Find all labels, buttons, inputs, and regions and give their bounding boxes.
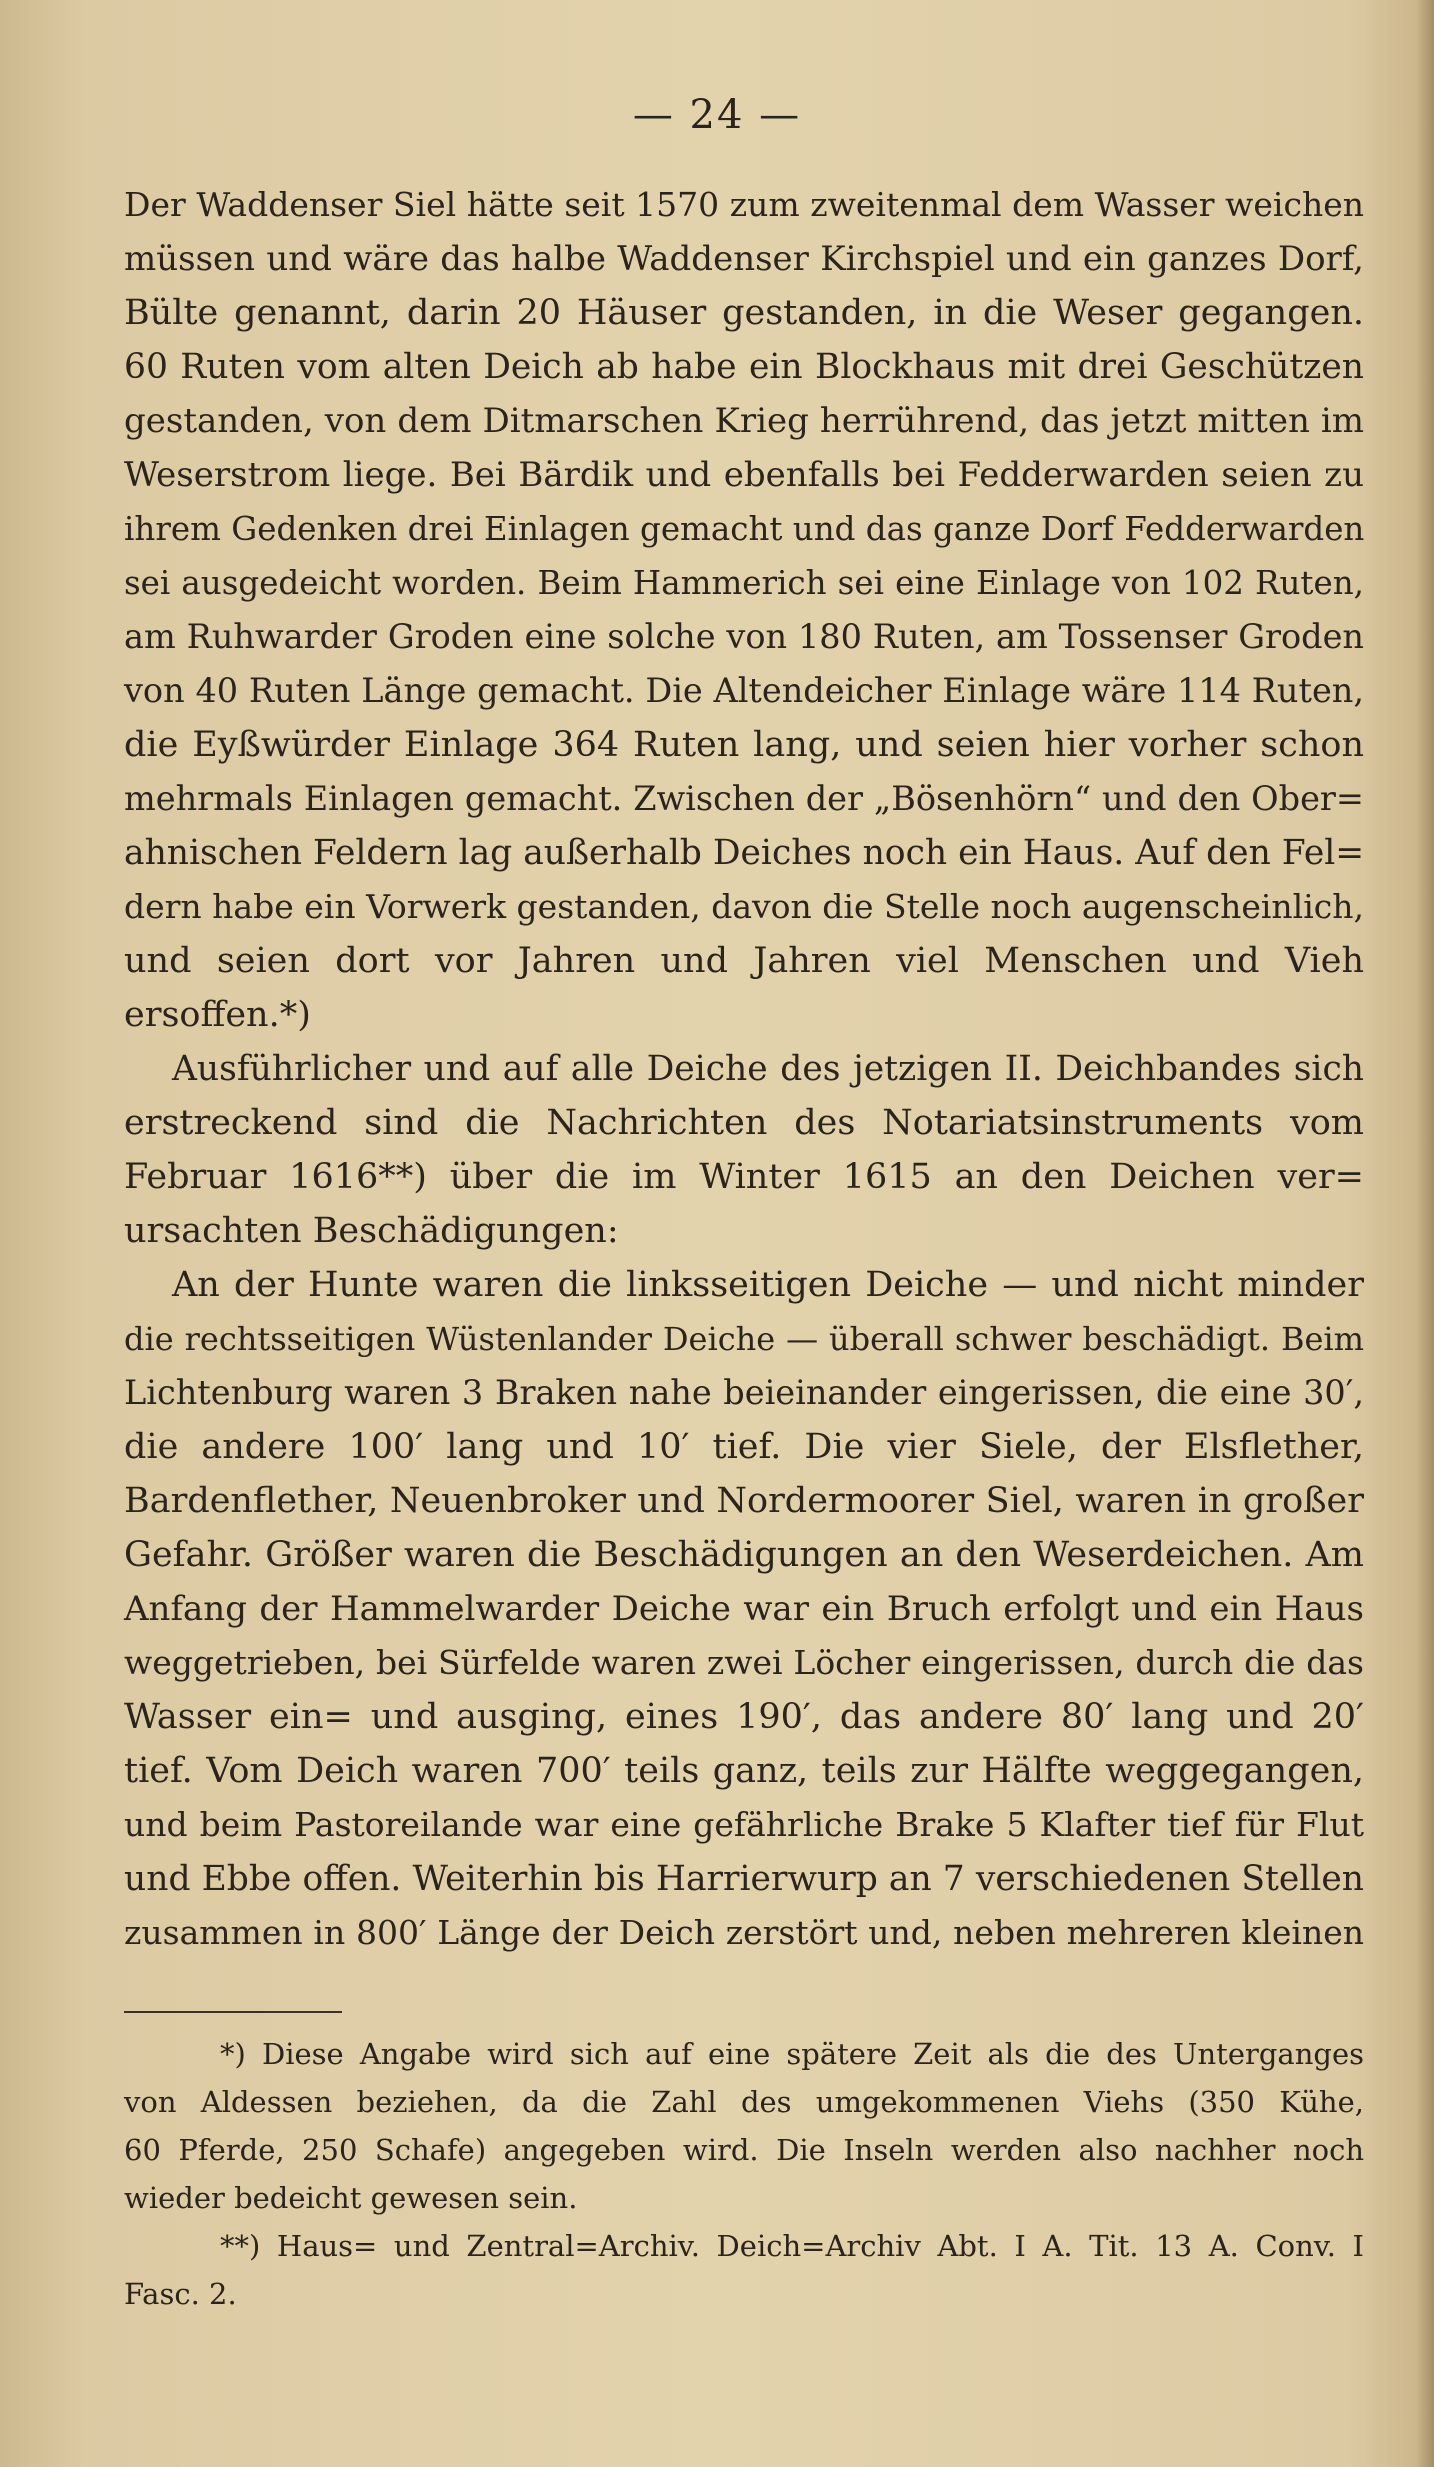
body-line: Weserstrom liege. Bei Bärdik und ebenfalls bei Fedderwarden seien zu bbox=[124, 455, 1364, 495]
body-line: am Ruhwarder Groden eine solche von 180 Ruten, am Tossenser Groden bbox=[124, 617, 1364, 656]
body-text bbox=[124, 178, 1364, 1960]
body-line: Ausführlicher und auf alle Deiche des jetzigen II. Deichbandes sich bbox=[172, 1049, 1364, 1089]
body-line: Der Waddenser Siel hätte seit 1570 zum zweitenmal dem Wasser weichen bbox=[124, 185, 1364, 224]
body-line: ahnischen Feldern lag außerhalb Deiches noch ein Haus. Auf den Fel= bbox=[124, 833, 1365, 873]
body-line: ursachten Beschädigungen: bbox=[124, 1211, 619, 1251]
body-line: 60 Ruten vom alten Deich ab habe ein Blockhaus mit drei Geschützen bbox=[124, 347, 1364, 387]
footnote-line: 60 Pferde, 250 Schafe) angegeben wird. Die Inseln werden also nachher noch bbox=[124, 2133, 1364, 2167]
body-line: die Eyßwürder Einlage 364 Ruten lang, und seien hier vorher schon bbox=[124, 725, 1364, 765]
footnote-line: von Aldessen beziehen, da die Zahl des umgekommenen Viehs (350 Kühe, bbox=[124, 2085, 1364, 2119]
body-line: weggetrieben, bei Sürfelde waren zwei Löcher eingerissen, durch die das bbox=[124, 1643, 1364, 1682]
body-line: Bardenflether, Neuenbroker und Nordermoorer Siel, waren in großer bbox=[124, 1481, 1364, 1521]
body-line: und Ebbe offen. Weiterhin bis Harrierwurp an 7 verschiedenen Stellen bbox=[124, 1859, 1364, 1899]
body-line: tief. Vom Deich waren 700′ teils ganz, teils zur Hälfte weggegangen, bbox=[124, 1751, 1364, 1791]
body-line: gestanden, von dem Ditmarschen Krieg herrührend, das jetzt mitten im bbox=[124, 401, 1364, 441]
body-line: müssen und wäre das halbe Waddenser Kirchspiel und ein ganzes Dorf, bbox=[124, 239, 1364, 279]
body-line: Anfang der Hammelwarder Deiche war ein Bruch erfolgt und ein Haus bbox=[124, 1589, 1364, 1629]
footnote-line: wieder bedeicht gewesen sein. bbox=[124, 2181, 578, 2215]
body-line: und seien dort vor Jahren und Jahren viel Menschen und Vieh bbox=[124, 941, 1364, 981]
body-line: An der Hunte waren die linksseitigen Deiche — und nicht minder bbox=[172, 1265, 1364, 1305]
body-line: Lichtenburg waren 3 Braken nahe beieinander eingerissen, die eine 30′, bbox=[124, 1373, 1364, 1412]
footnote-line: **) Haus= und Zentral=Archiv. Deich=Archiv Abt. I A. Tit. 13 A. Conv. I bbox=[220, 2229, 1364, 2263]
body-line: von 40 Ruten Länge gemacht. Die Altendeicher Einlage wäre 114 Ruten, bbox=[124, 671, 1364, 710]
body-line: ihrem Gedenken drei Einlagen gemacht und das ganze Dorf Fedderwarden bbox=[124, 510, 1365, 548]
footnote-line: Fasc. 2. bbox=[124, 2277, 237, 2311]
body-line: und beim Pastoreilande war eine gefährliche Brake 5 Klafter tief für Flut bbox=[124, 1805, 1364, 1844]
body-line: mehrmals Einlagen gemacht. Zwischen der „Bösenhörn“ und den Ober= bbox=[124, 779, 1364, 818]
body-line: Gefahr. Größer waren die Beschädigungen an den Weserdeichen. Am bbox=[124, 1535, 1364, 1575]
body-line: ersoffen.*) bbox=[124, 995, 311, 1035]
body-line: Bülte genannt, darin 20 Häuser gestanden, in die Weser gegangen. bbox=[124, 293, 1364, 333]
footnote-line: *) Diese Angabe wird sich auf eine spätere Zeit als die des Unterganges bbox=[220, 2037, 1364, 2071]
footnote-separator bbox=[124, 2011, 342, 2013]
body-line: zusammen in 800′ Länge der Deich zerstört und, neben mehreren kleinen bbox=[124, 1913, 1364, 1952]
body-line: erstreckend sind die Nachrichten des Notariatsinstruments vom bbox=[124, 1103, 1364, 1143]
footnotes bbox=[124, 2030, 1364, 2318]
page-edge-shadow bbox=[1416, 0, 1434, 2467]
body-line: Wasser ein= und ausging, eines 190′, das andere 80′ lang und 20′ bbox=[124, 1697, 1364, 1737]
body-line: sei ausgedeicht worden. Beim Hammerich sei eine Einlage von 102 Ruten, bbox=[124, 564, 1364, 602]
body-line: die rechtsseitigen Wüstenlander Deiche — überall schwer beschädigt. Beim bbox=[124, 1320, 1364, 1358]
body-line: die andere 100′ lang und 10′ tief. Die vier Siele, der Elsflether, bbox=[124, 1427, 1364, 1467]
body-line: Februar 1616**) über die im Winter 1615 an den Deichen ver= bbox=[124, 1157, 1364, 1197]
body-line: dern habe ein Vorwerk gestanden, davon die Stelle noch augenscheinlich, bbox=[124, 887, 1365, 926]
page-number: — 24 — bbox=[632, 92, 802, 138]
